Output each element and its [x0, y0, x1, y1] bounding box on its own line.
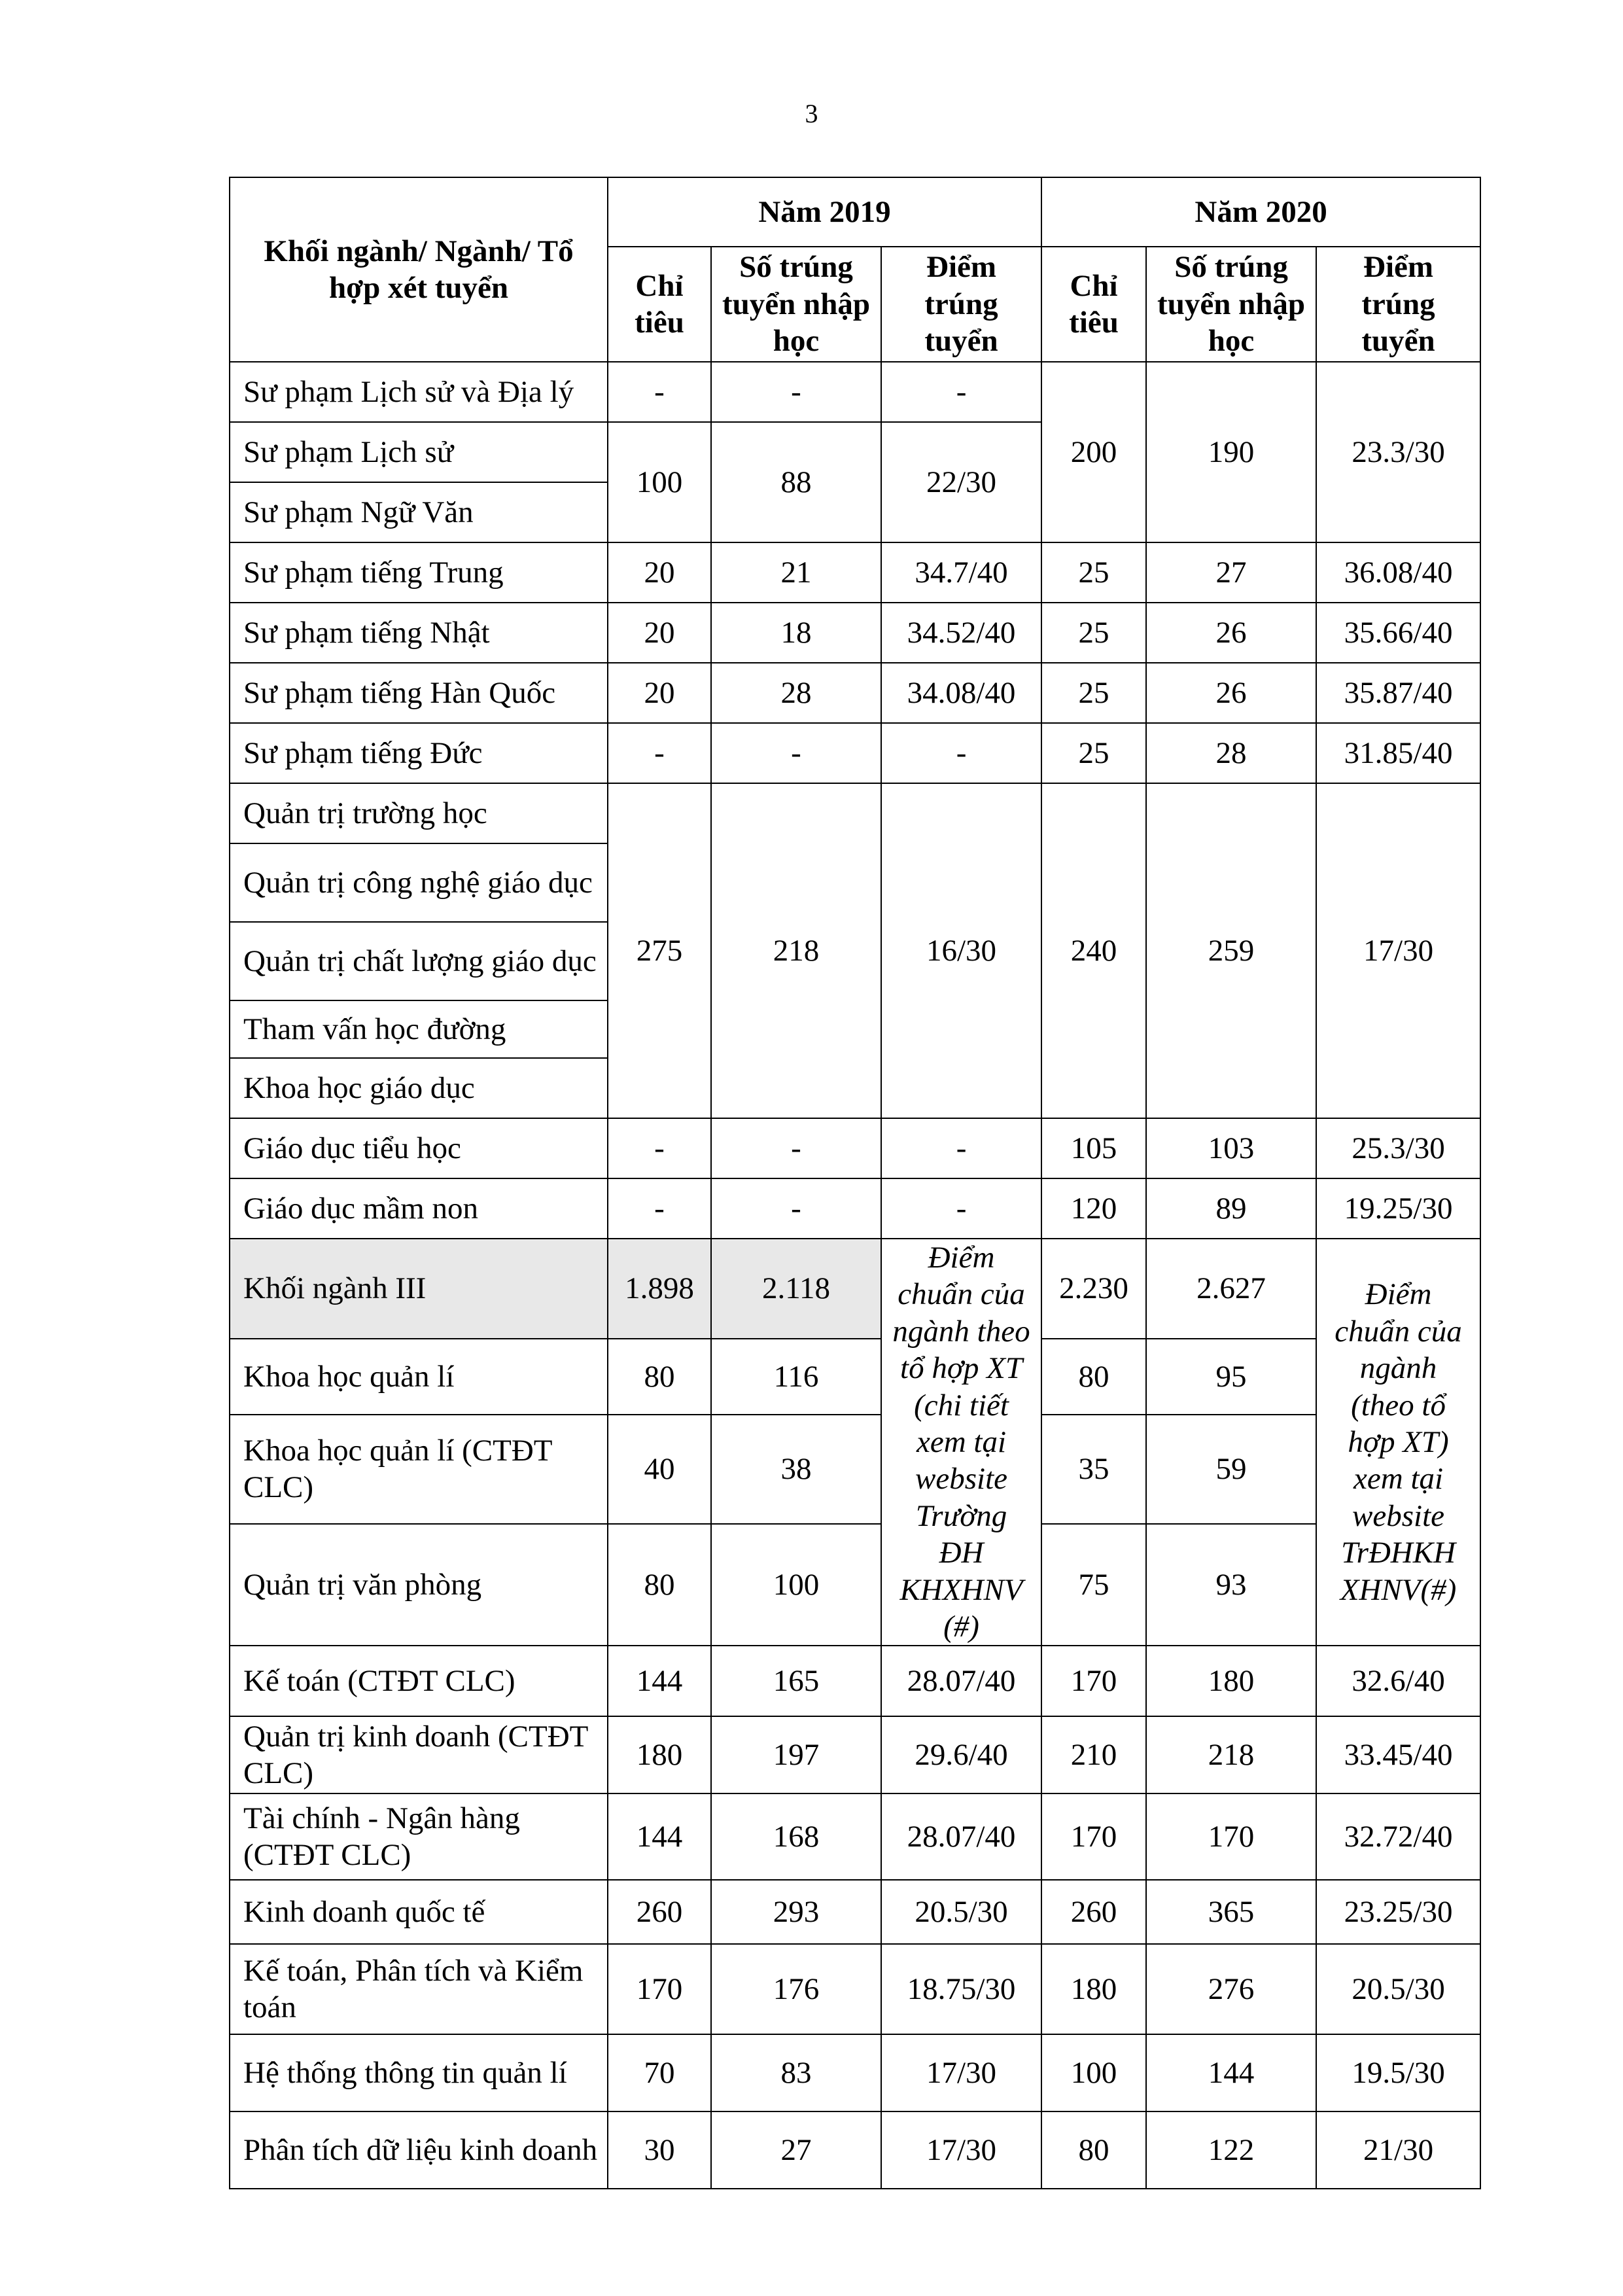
cell: 20 — [608, 542, 711, 603]
cell: 17/30 — [1316, 783, 1480, 1118]
cell: 122 — [1146, 2111, 1316, 2189]
table-row — [230, 542, 1480, 603]
cell: - — [711, 723, 881, 783]
row-label: Sư phạm Ngữ Văn — [230, 482, 608, 542]
cell: 144 — [608, 1646, 711, 1716]
table-row — [230, 2111, 1480, 2189]
cell: 260 — [1041, 1880, 1146, 1944]
row-label: Quản trị chất lượng giáo dục — [230, 922, 608, 1000]
cell: 28.07/40 — [881, 1793, 1041, 1880]
row-label: Tham vấn học đường — [230, 1000, 608, 1058]
header-so-trung-tuyen-2019: Số trúng tuyển nhập học — [711, 247, 881, 362]
cell: 180 — [608, 1716, 711, 1793]
row-label: Giáo dục mầm non — [230, 1178, 608, 1239]
cell: 103 — [1146, 1118, 1316, 1178]
row-label: Quản trị văn phòng — [230, 1524, 608, 1646]
header-so-trung-tuyen-2020: Số trúng tuyển nhập học — [1146, 247, 1316, 362]
row-label: Sư phạm tiếng Nhật — [230, 603, 608, 663]
cell: 120 — [1041, 1178, 1146, 1239]
cell: 176 — [711, 1944, 881, 2034]
cell: 2.230 — [1041, 1239, 1146, 1339]
page-number: 3 — [805, 99, 818, 128]
cell: 293 — [711, 1880, 881, 1944]
table-row — [230, 1716, 1480, 1793]
cell: 33.45/40 — [1316, 1716, 1480, 1793]
cell: 26 — [1146, 603, 1316, 663]
cell: 2.118 — [711, 1239, 881, 1339]
header-chi-tieu-2020: Chỉ tiêu — [1041, 247, 1146, 362]
row-label: Phân tích dữ liệu kinh doanh — [230, 2111, 608, 2189]
cell: - — [608, 362, 711, 422]
cell: 17/30 — [881, 2111, 1041, 2189]
cell: 83 — [711, 2034, 881, 2111]
cell: 168 — [711, 1793, 881, 1880]
cell: 190 — [1146, 362, 1316, 542]
cell: 23.25/30 — [1316, 1880, 1480, 1944]
cell: 89 — [1146, 1178, 1316, 1239]
cell: 93 — [1146, 1524, 1316, 1646]
cell: 276 — [1146, 1944, 1316, 2034]
cell: 18 — [711, 603, 881, 663]
cell: 170 — [1041, 1646, 1146, 1716]
cell: - — [711, 1178, 881, 1239]
cell: 100 — [1041, 2034, 1146, 2111]
cell: 20 — [608, 663, 711, 723]
table-row — [230, 1415, 1480, 1524]
cell: 21/30 — [1316, 2111, 1480, 2189]
cell: - — [881, 723, 1041, 783]
cell: 27 — [1146, 542, 1316, 603]
cell: 180 — [1041, 1944, 1146, 2034]
cell: 170 — [608, 1944, 711, 2034]
cell: 260 — [608, 1880, 711, 1944]
cell: 25 — [1041, 663, 1146, 723]
cell: 95 — [1146, 1339, 1316, 1415]
cell: 34.7/40 — [881, 542, 1041, 603]
row-label: Quản trị kinh doanh (CTĐT CLC) — [230, 1716, 608, 1793]
admission-table — [229, 177, 1481, 2189]
cell: 35.87/40 — [1316, 663, 1480, 723]
row-label: Khối ngành III — [230, 1239, 608, 1339]
cell: 40 — [608, 1415, 711, 1524]
cell: 22/30 — [881, 422, 1041, 542]
table-row — [230, 2034, 1480, 2111]
row-label: Kinh doanh quốc tế — [230, 1880, 608, 1944]
cell: - — [711, 1118, 881, 1178]
table-row — [230, 663, 1480, 723]
cell: 20.5/30 — [881, 1880, 1041, 1944]
cell: - — [608, 723, 711, 783]
cell: 20.5/30 — [1316, 1944, 1480, 2034]
cell: 80 — [608, 1524, 711, 1646]
header-chi-tieu-2019: Chỉ tiêu — [608, 247, 711, 362]
cell: 34.52/40 — [881, 603, 1041, 663]
cell: 35.66/40 — [1316, 603, 1480, 663]
cell: 20 — [608, 603, 711, 663]
cell: 34.08/40 — [881, 663, 1041, 723]
cell: - — [881, 362, 1041, 422]
table-row — [230, 783, 1480, 843]
cell: 29.6/40 — [881, 1716, 1041, 1793]
cell: 100 — [711, 1524, 881, 1646]
cell: 210 — [1041, 1716, 1146, 1793]
row-label: Khoa học quản lí — [230, 1339, 608, 1415]
row-label: Khoa học quản lí (CTĐT CLC) — [230, 1415, 608, 1524]
table-row-block — [230, 1239, 1480, 1339]
row-label: Sư phạm Lịch sử — [230, 422, 608, 482]
row-label: Sư phạm tiếng Hàn Quốc — [230, 663, 608, 723]
note-2020: Điểm chuẩn của ngành (theo tổ hợp XT) xem tại website TrĐHKH XHNV(#) — [1316, 1239, 1480, 1646]
cell: 28.07/40 — [881, 1646, 1041, 1716]
cell: 197 — [711, 1716, 881, 1793]
header-diem-2020: Điểm trúng tuyển — [1316, 247, 1480, 362]
row-label: Quản trị trường học — [230, 783, 608, 843]
cell: 19.5/30 — [1316, 2034, 1480, 2111]
cell: 25 — [1041, 603, 1146, 663]
cell: 36.08/40 — [1316, 542, 1480, 603]
cell: 26 — [1146, 663, 1316, 723]
cell: 25 — [1041, 542, 1146, 603]
cell: - — [881, 1118, 1041, 1178]
cell: 1.898 — [608, 1239, 711, 1339]
table-row — [230, 1178, 1480, 1239]
table-row — [230, 1339, 1480, 1415]
header-year-2019: Năm 2019 — [608, 177, 1041, 247]
cell: 165 — [711, 1646, 881, 1716]
table-row — [230, 1880, 1480, 1944]
cell: 80 — [1041, 2111, 1146, 2189]
cell: 28 — [1146, 723, 1316, 783]
cell: 259 — [1146, 783, 1316, 1118]
cell: 100 — [608, 422, 711, 542]
cell: 35 — [1041, 1415, 1146, 1524]
cell: 25.3/30 — [1316, 1118, 1480, 1178]
cell: - — [608, 1118, 711, 1178]
header-row-years — [230, 177, 1480, 247]
table-row — [230, 1524, 1480, 1646]
cell: 170 — [1146, 1793, 1316, 1880]
cell: 27 — [711, 2111, 881, 2189]
cell: 25 — [1041, 723, 1146, 783]
cell: 105 — [1041, 1118, 1146, 1178]
row-label: Giáo dục tiểu học — [230, 1118, 608, 1178]
cell: 116 — [711, 1339, 881, 1415]
cell: 365 — [1146, 1880, 1316, 1944]
cell: 218 — [711, 783, 881, 1118]
table-row — [230, 1646, 1480, 1716]
row-label: Khoa học giáo dục — [230, 1058, 608, 1118]
cell: 218 — [1146, 1716, 1316, 1793]
row-label: Tài chính - Ngân hàng (CTĐT CLC) — [230, 1793, 608, 1880]
cell: 75 — [1041, 1524, 1146, 1646]
cell: 144 — [608, 1793, 711, 1880]
row-label: Sư phạm Lịch sử và Địa lý — [230, 362, 608, 422]
cell: 17/30 — [881, 2034, 1041, 2111]
header-major: Khối ngành/ Ngành/ Tổ hợp xét tuyển — [230, 177, 608, 362]
row-label: Quản trị công nghệ giáo dục — [230, 843, 608, 922]
note-2019: Điểm chuẩn của ngành theo tổ hợp XT (chi tiết xem tại website Trường ĐH KHXHNV (#) — [881, 1239, 1041, 1646]
table-row — [230, 603, 1480, 663]
cell: 180 — [1146, 1646, 1316, 1716]
cell: 38 — [711, 1415, 881, 1524]
table-row — [230, 1118, 1480, 1178]
header-year-2020: Năm 2020 — [1041, 177, 1480, 247]
cell: 31.85/40 — [1316, 723, 1480, 783]
cell: 240 — [1041, 783, 1146, 1118]
cell: 59 — [1146, 1415, 1316, 1524]
cell: 70 — [608, 2034, 711, 2111]
cell: 80 — [608, 1339, 711, 1415]
cell: - — [711, 362, 881, 422]
cell: 16/30 — [881, 783, 1041, 1118]
row-label: Hệ thống thông tin quản lí — [230, 2034, 608, 2111]
header-diem-2019: Điểm trúng tuyển — [881, 247, 1041, 362]
cell: 30 — [608, 2111, 711, 2189]
cell: 2.627 — [1146, 1239, 1316, 1339]
cell: 19.25/30 — [1316, 1178, 1480, 1239]
row-label: Kế toán, Phân tích và Kiểm toán — [230, 1944, 608, 2034]
cell: 275 — [608, 783, 711, 1118]
row-label: Kế toán (CTĐT CLC) — [230, 1646, 608, 1716]
row-label: Sư phạm tiếng Trung — [230, 542, 608, 603]
cell: 80 — [1041, 1339, 1146, 1415]
cell: 170 — [1041, 1793, 1146, 1880]
cell: - — [608, 1178, 711, 1239]
cell: 28 — [711, 663, 881, 723]
cell: 21 — [711, 542, 881, 603]
table-row — [230, 1944, 1480, 2034]
cell: 144 — [1146, 2034, 1316, 2111]
cell: 23.3/30 — [1316, 362, 1480, 542]
cell: 200 — [1041, 362, 1146, 542]
table-row — [230, 1793, 1480, 1880]
table-row — [230, 362, 1480, 422]
cell: 88 — [711, 422, 881, 542]
cell: 18.75/30 — [881, 1944, 1041, 2034]
cell: 32.6/40 — [1316, 1646, 1480, 1716]
row-label: Sư phạm tiếng Đức — [230, 723, 608, 783]
table-row — [230, 723, 1480, 783]
cell: - — [881, 1178, 1041, 1239]
cell: 32.72/40 — [1316, 1793, 1480, 1880]
